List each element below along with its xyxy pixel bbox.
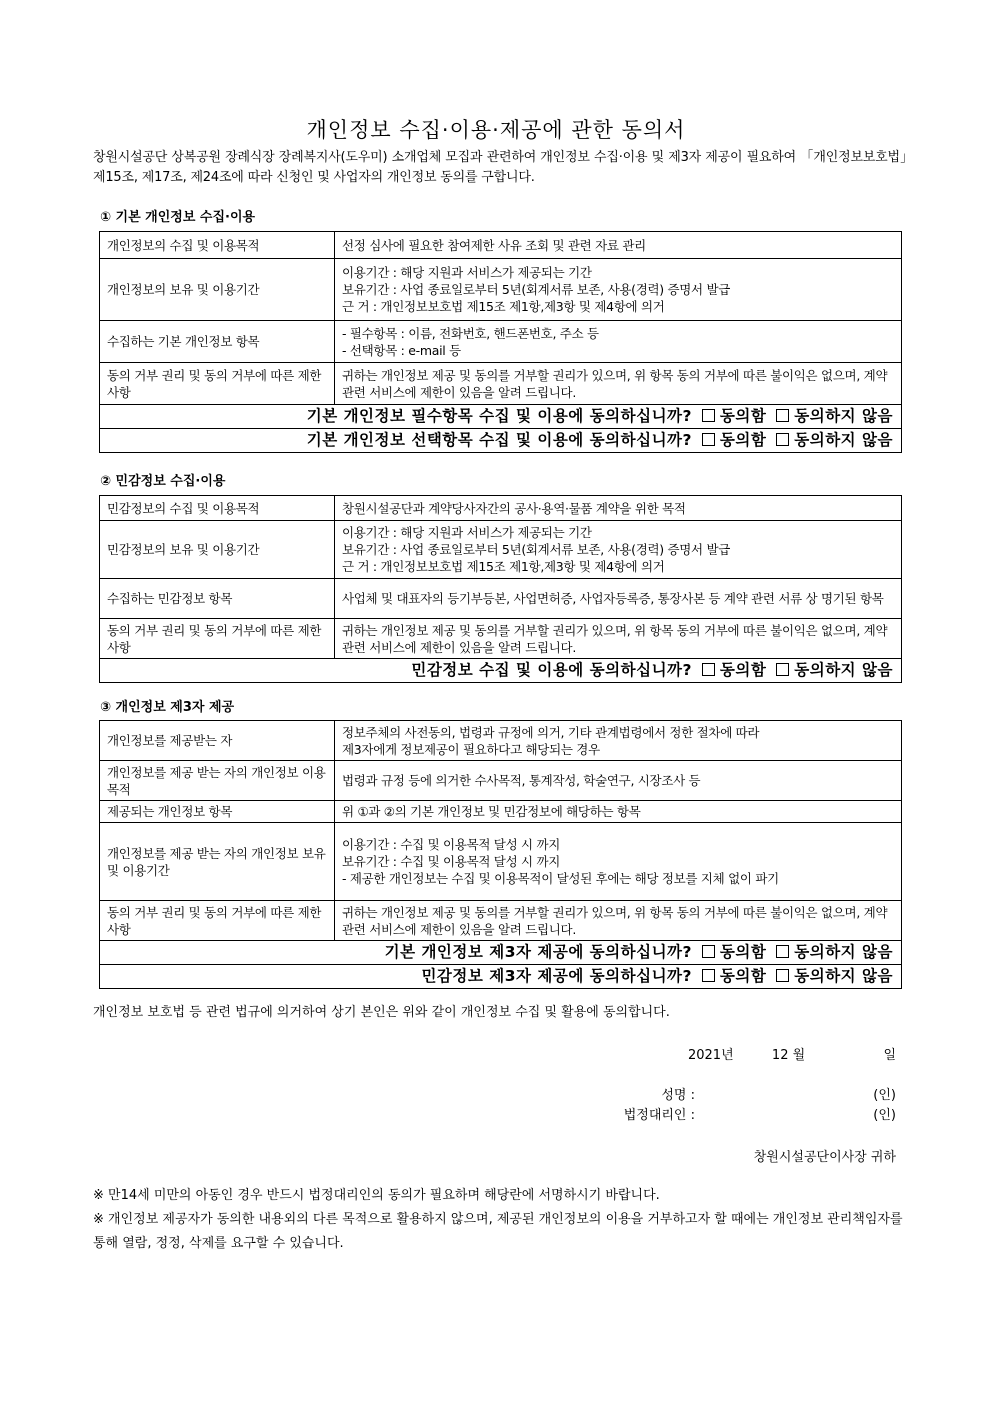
s1-row4-value: 귀하는 개인정보 제공 및 동의를 거부할 권리가 있으며, 위 항목 동의 거부에 따른 불이익은 없으며, 계약 관련 서비스에 제한이 있음을 알려 드립니다. [335,363,902,405]
s3-row5-value: 귀하는 개인정보 제공 및 동의를 거부할 권리가 있으며, 위 항목 동의 거부에 따른 불이익은 없으며, 계약 관련 서비스에 제한이 있음을 알려 드립니다. [335,901,902,941]
rep-seal: (인) [873,1108,896,1123]
section2-heading: ② 민감정보 수집·이용 [100,474,226,489]
s2-row2-value: 이용기간 : 해당 지원과 서비스가 제공되는 기간 보유기간 : 사업 종료일로부터 5년(회계서류 보존, 사용(경력) 증명서 발급 근 거 : 개인정보보호법 제15조 제1항,제3항 및 제4항에 의거 [335,521,902,579]
s1-row3-value: - 필수항목 : 이름, 전화번호, 핸드폰번호, 주소 등 - 선택항목 : e-mail 등 [335,321,902,363]
section3-heading: ③ 개인정보 제3자 제공 [100,700,235,715]
date-month: 12 월 [771,1048,806,1063]
s1-ask-optional: 기본 개인정보 선택항목 수집 및 이용에 동의하십니까? 동의함 동의하지 않음 [100,429,902,453]
s1-row1-label: 개인정보의 수집 및 이용목적 [100,232,335,259]
signature-name-line [661,1084,896,1103]
s3-row5-label: 동의 거부 권리 및 동의 거부에 따른 제한사항 [100,901,335,941]
s1-row1-value: 선정 심사에 필요한 참여제한 사유 조회 및 관련 자료 관리 [335,232,902,259]
agree-checkbox[interactable] [702,969,715,982]
agree-checkbox[interactable] [702,663,715,676]
s1-ask-required: 기본 개인정보 필수항목 수집 및 이용에 동의하십니까? 동의함 동의하지 않음 [100,405,902,429]
s2-row4-value: 귀하는 개인정보 제공 및 동의를 거부할 권리가 있으며, 위 항목 동의 거부에 따른 불이익은 없으며, 계약 관련 서비스에 제한이 있음을 알려 드립니다. [335,619,902,659]
agree-checkbox[interactable] [702,945,715,958]
intro-paragraph: 창원시설공단 상복공원 장례식장 장례복지사(도우미) 소개업체 모집과 관련하여 개인정보 수집·이용 및 제3자 제공이 필요하여 「개인정보보호법」 제15조, 제17조, 제24조에 따라 신청인 및 사업자의 개인정보 동의를 구합니다. [93,150,913,185]
s2-row1-value: 창원시설공단과 계약당사자간의 공사·용역·물품 계약을 위한 목적 [335,496,902,521]
note-2: ※ 개인정보 제공자가 동의한 내용외의 다른 목적으로 활용하지 않으며, 제공된 개인정보의 이용을 거부하고자 할 때에는 개인정보 관리책임자를 통해 열람, 정정, 삭제를 요구할 수 있습니다. [93,1212,903,1251]
date-year: 2021년 [687,1048,734,1063]
disagree-checkbox[interactable] [776,969,789,982]
s2-row1-label: 민감정보의 수집 및 이용목적 [100,496,335,521]
s3-row3-label: 제공되는 개인정보 항목 [100,801,335,823]
date-line [688,1044,896,1063]
s3-row4-value: 이용기간 : 수집 및 이용목적 달성 시 까지 보유기간 : 수집 및 이용목적 달성 시 까지 - 제공한 개인정보는 수집 및 이용목적이 달성된 후에는 해당 정보를 지체 없이 파기 [335,823,902,901]
section1-table [99,231,902,453]
agree-checkbox[interactable] [702,409,715,422]
note-1: ※ 만14세 미만의 아동인 경우 반드시 법정대리인의 동의가 필요하며 해당란에 서명하시기 바랍니다. [93,1188,660,1203]
addressee: 창원시설공단이사장 귀하 [753,1150,896,1165]
s1-row3-label: 수집하는 기본 개인정보 항목 [100,321,335,363]
disagree-checkbox[interactable] [776,409,789,422]
s2-row3-label: 수집하는 민감정보 항목 [100,579,335,619]
section2-table [99,495,902,683]
section3-table [99,720,902,989]
s1-row2-value: 이용기간 : 해당 지원과 서비스가 제공되는 기간 보유기간 : 사업 종료일로부터 5년(회계서류 보존, 사용(경력) 증명서 발급 근 거 : 개인정보보호법 제15조 제1항,제3항 및 제4항에 의거 [335,259,902,321]
date-day: 일 [883,1048,896,1063]
s2-row2-label: 민감정보의 보유 및 이용기간 [100,521,335,579]
s3-row4-label: 개인정보를 제공 받는 자의 개인정보 보유 및 이용기간 [100,823,335,901]
s3-ask-sensitive: 민감정보 제3자 제공에 동의하십니까? 동의함 동의하지 않음 [100,965,902,989]
rep-label: 법정대리인 : [623,1108,696,1123]
agree-checkbox[interactable] [702,433,715,446]
disagree-checkbox[interactable] [776,433,789,446]
s3-row3-value: 위 ①과 ②의 기본 개인정보 및 민감정보에 해당하는 항목 [335,801,902,823]
disagree-checkbox[interactable] [776,663,789,676]
signature-rep-line [624,1104,896,1123]
page-title: 개인정보 수집·이용·제공에 관한 동의서 [306,118,686,142]
s2-row3-value: 사업체 및 대표자의 등기부등본, 사업면허증, 사업자등록증, 통장사본 등 계약 관련 서류 상 명기된 항목 [335,579,902,619]
name-label: 성명 : [661,1088,696,1103]
s3-row1-label: 개인정보를 제공받는 자 [100,721,335,761]
s3-ask-basic: 기본 개인정보 제3자 제공에 동의하십니까? 동의함 동의하지 않음 [100,941,902,965]
section1-heading: ① 기본 개인정보 수집·이용 [100,210,256,225]
s2-row4-label: 동의 거부 권리 및 동의 거부에 따른 제한사항 [100,619,335,659]
s3-row2-label: 개인정보를 제공 받는 자의 개인정보 이용 목적 [100,761,335,801]
s3-row2-value: 법령과 규정 등에 의거한 수사목적, 통계작성, 학술연구, 시장조사 등 [335,761,902,801]
disagree-checkbox[interactable] [776,945,789,958]
s2-ask: 민감정보 수집 및 이용에 동의하십니까? 동의함 동의하지 않음 [100,659,902,683]
consent-statement: 개인정보 보호법 등 관련 법규에 의거하여 상기 본인은 위와 같이 개인정보 수집 및 활용에 동의합니다. [93,1005,670,1020]
s1-row2-label: 개인정보의 보유 및 이용기간 [100,259,335,321]
s1-row4-label: 동의 거부 권리 및 동의 거부에 따른 제한사항 [100,363,335,405]
s3-row1-value: 정보주체의 사전동의, 법령과 규정에 의거, 기타 관계법령에서 정한 절차에 따라 제3자에게 정보제공이 필요하다고 해당되는 경우 [335,721,902,761]
name-seal: (인) [873,1088,896,1103]
